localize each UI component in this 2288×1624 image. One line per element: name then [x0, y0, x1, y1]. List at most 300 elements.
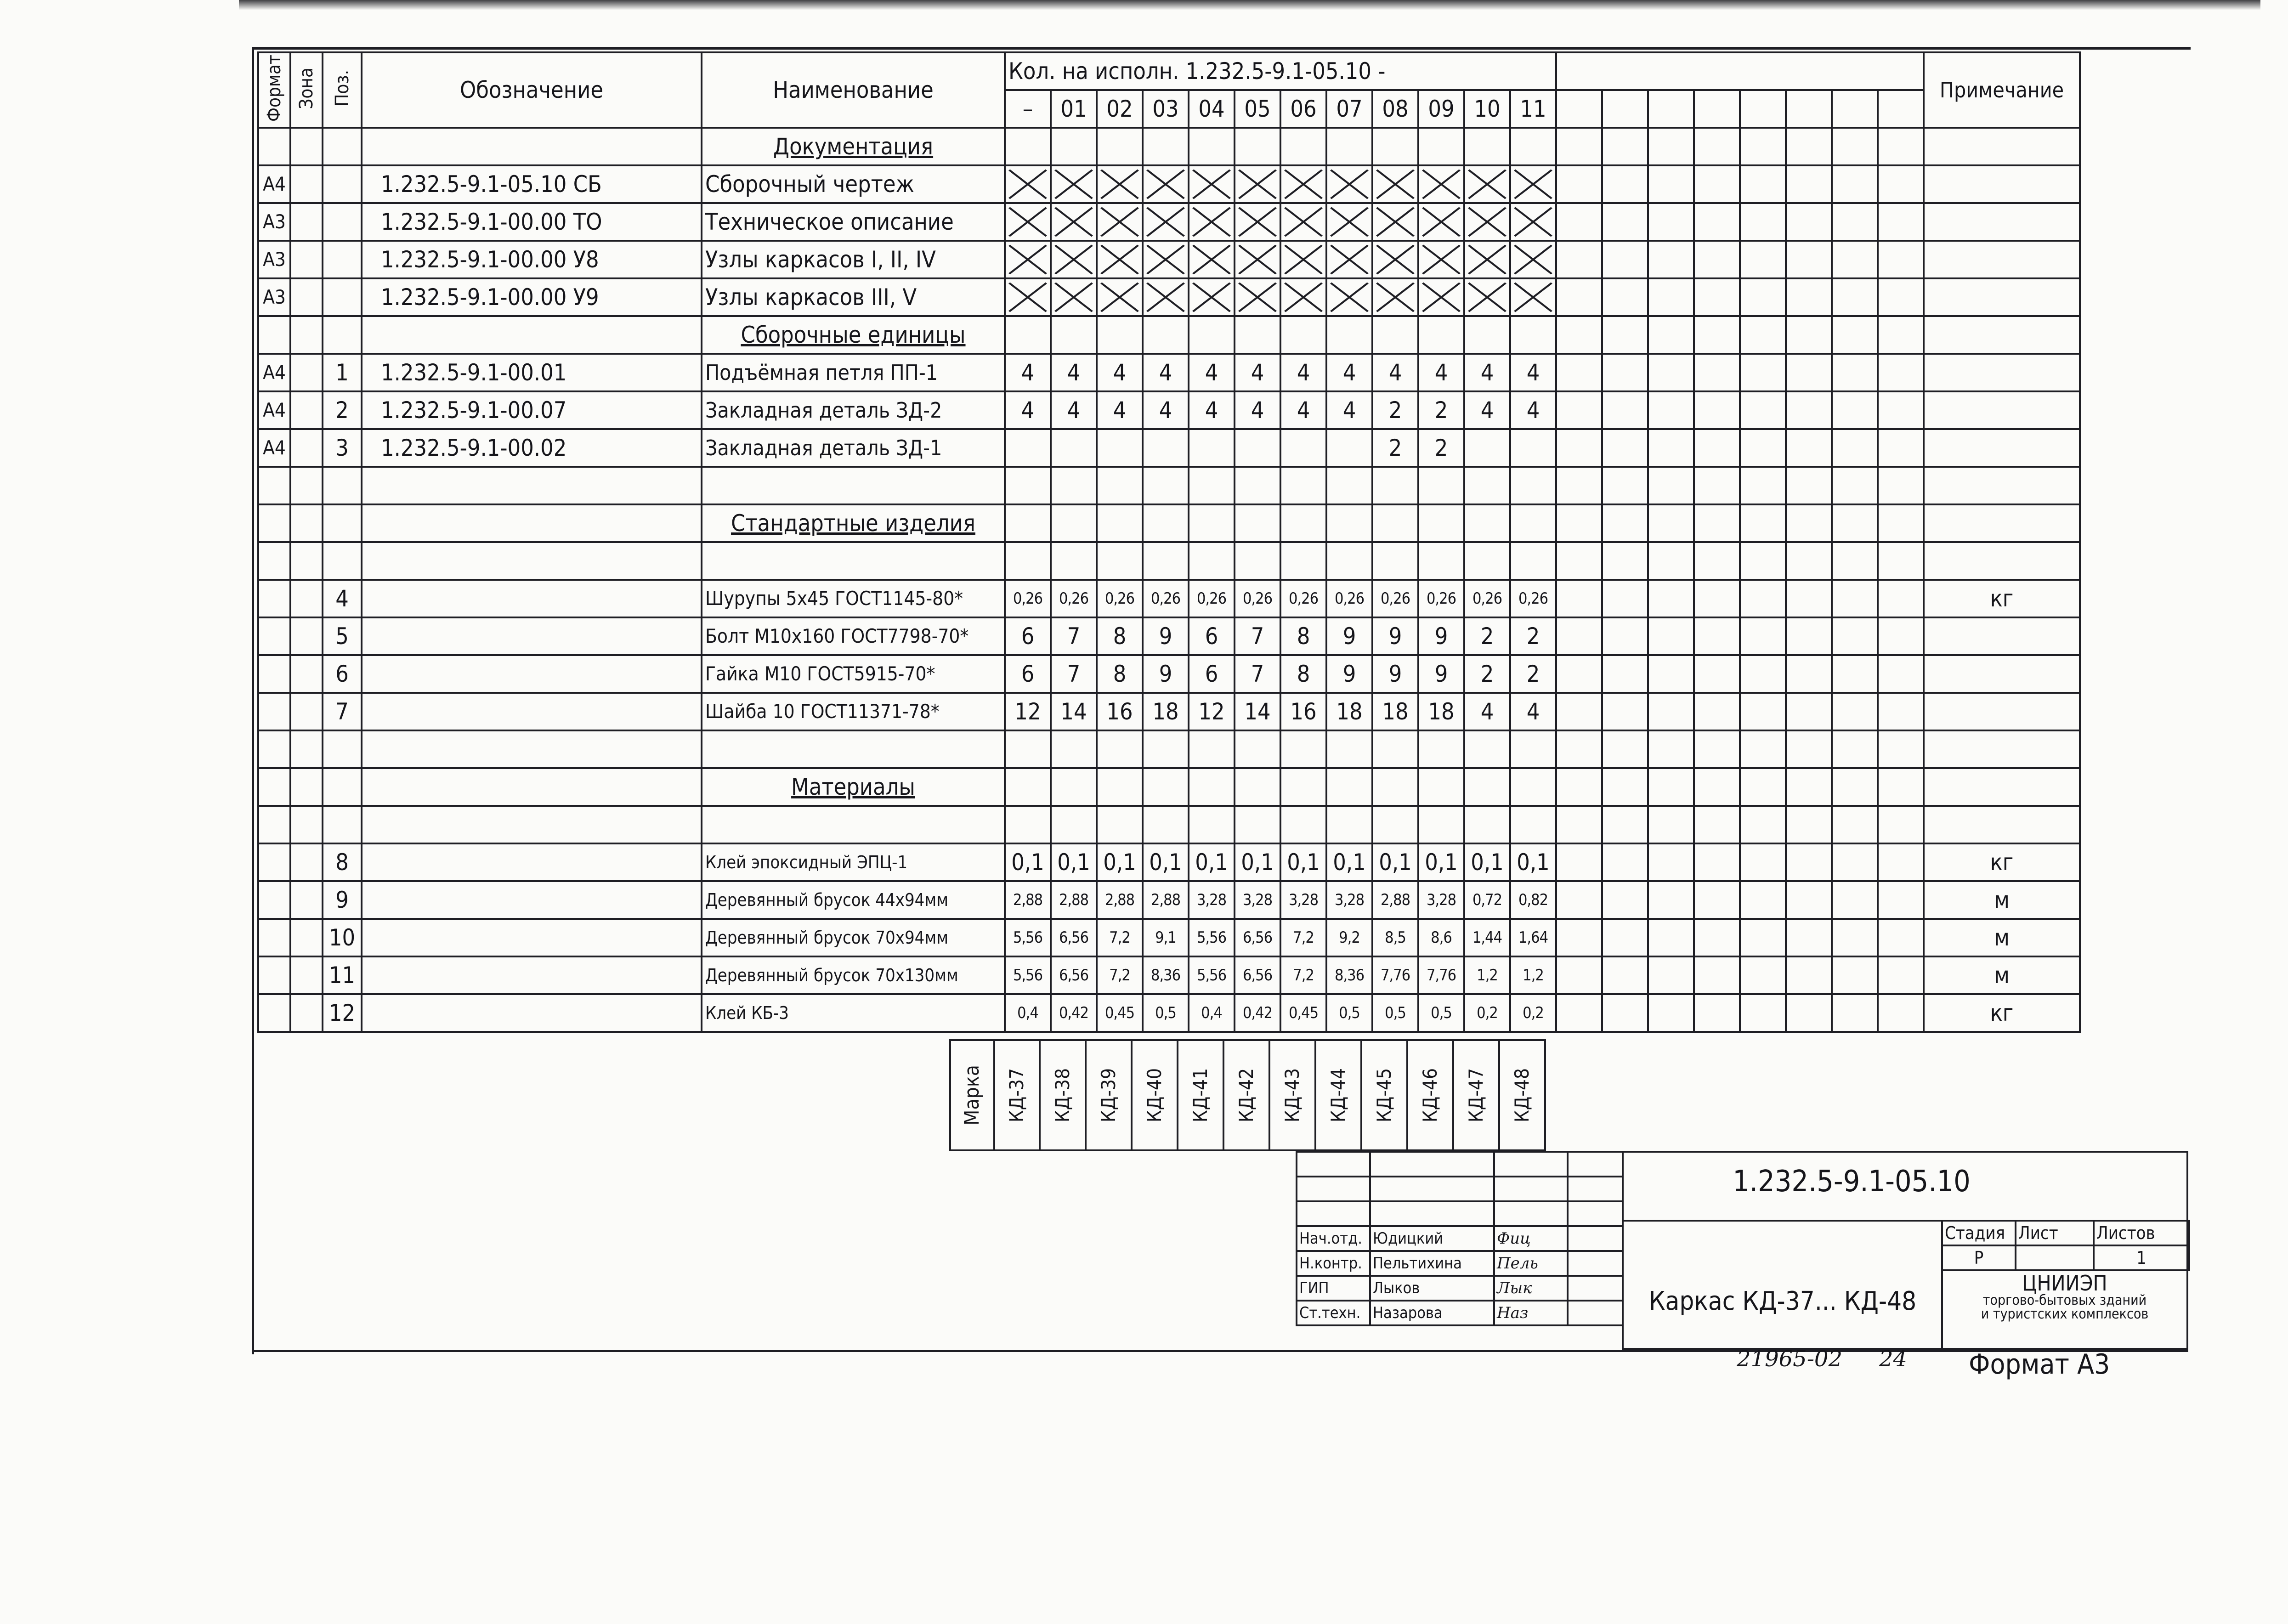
qty-cell: 4 [1235, 354, 1280, 391]
blank-cell [1005, 542, 1051, 580]
blank-cell [1832, 316, 1878, 354]
qty-cell: 7,2 [1097, 956, 1143, 994]
blank-cell [1326, 768, 1372, 806]
blank-cell [1786, 241, 1832, 278]
blank-cell [1832, 542, 1878, 580]
blank-cell [1786, 90, 1832, 128]
blank-cell [1143, 316, 1189, 354]
not-applicable-cell [1097, 278, 1143, 316]
name-cell: Деревянный брусок 44х94мм [702, 881, 1005, 919]
qty-cell: 4 [1510, 391, 1556, 429]
blank-cell [258, 655, 290, 693]
blank-cell [1786, 278, 1832, 316]
not-applicable-cell [1510, 241, 1556, 278]
blank-cell [1694, 994, 1740, 1032]
cross-mark [1327, 280, 1371, 314]
qty-cell: 5,56 [1005, 919, 1051, 956]
blank-cell [1832, 90, 1878, 128]
designation-cell [362, 919, 702, 956]
blank-cell [1924, 730, 2080, 768]
blank-cell [290, 128, 323, 165]
blank-cell [1189, 542, 1235, 580]
not-applicable-cell [1189, 165, 1235, 203]
blank-cell [290, 580, 323, 617]
qty-cell: 5,56 [1189, 919, 1235, 956]
blank-cell [1372, 806, 1418, 843]
qty-cell: 3,28 [1418, 881, 1464, 919]
cross-mark [1144, 280, 1188, 314]
blank-cell [1556, 391, 1602, 429]
marks-label-box [949, 1039, 995, 1151]
blank-cell [290, 806, 323, 843]
blank-cell [290, 730, 323, 768]
blank-cell [1786, 128, 1832, 165]
qty-cell: 7 [1051, 617, 1097, 655]
date-cell [1568, 1276, 1623, 1301]
blank-cell [1648, 354, 1694, 391]
blank-cell [1005, 768, 1051, 806]
qty-cell: 8 [1280, 655, 1326, 693]
blank-cell [1189, 467, 1235, 504]
not-applicable-cell [1464, 241, 1510, 278]
qty-cell: 3,28 [1189, 881, 1235, 919]
qty-cell: 4 [1372, 354, 1418, 391]
cross-mark [1189, 280, 1234, 314]
name-cell: Шурупы 5х45 ГОСТ1145-80* [702, 580, 1005, 617]
person-name-cell: Юдицкий [1370, 1226, 1494, 1251]
blank-cell [1326, 467, 1372, 504]
blank-cell [323, 316, 362, 354]
blank-cell [1143, 768, 1189, 806]
pos-cell: 6 [323, 655, 362, 693]
blank-cell [1832, 504, 1878, 542]
blank-cell [1740, 617, 1786, 655]
blank-cell [258, 542, 290, 580]
blank-cell [323, 504, 362, 542]
qty-cell: 6,56 [1235, 919, 1280, 956]
blank-cell [1189, 768, 1235, 806]
designation-cell [362, 956, 702, 994]
pos-cell: 9 [323, 881, 362, 919]
blank-cell [1694, 165, 1740, 203]
not-applicable-cell [1510, 278, 1556, 316]
blank-cell [1372, 542, 1418, 580]
qty-cell: 0,42 [1051, 994, 1097, 1032]
blank-cell [1648, 165, 1694, 203]
qty-cell: 7,76 [1372, 956, 1418, 994]
cross-mark [1465, 167, 1509, 201]
pos-cell [323, 203, 362, 241]
blank-cell [1235, 467, 1280, 504]
document-row [258, 165, 2080, 203]
not-applicable-cell [1189, 278, 1235, 316]
blank-cell [1878, 956, 1924, 994]
blank-cell [1694, 278, 1740, 316]
qty-cell: 5,56 [1189, 956, 1235, 994]
pos-cell [323, 241, 362, 278]
not-applicable-cell [1005, 203, 1051, 241]
blank-cell [1878, 580, 1924, 617]
role-cell: Н.контр. [1297, 1251, 1370, 1276]
qty-cell: 4 [1280, 354, 1326, 391]
qty-cell: 4 [1189, 354, 1235, 391]
blank-cell [1602, 843, 1648, 881]
mark-label: КД-48 [1511, 1068, 1533, 1123]
not-applicable-cell [1280, 203, 1326, 241]
blank-cell [323, 730, 362, 768]
blank-cell [362, 768, 702, 806]
mark-cell [1408, 1039, 1454, 1151]
blank-cell [290, 504, 323, 542]
qty-cell: 12 [1005, 693, 1051, 730]
blank-cell [1326, 504, 1372, 542]
not-applicable-cell [1143, 165, 1189, 203]
signature-row [1297, 1276, 1623, 1301]
blank-cell [1694, 956, 1740, 994]
not-applicable-cell [1510, 203, 1556, 241]
name-cell: Гайка М10 ГОСТ5915-70* [702, 655, 1005, 693]
not-applicable-cell [1372, 203, 1418, 241]
pos-cell: 7 [323, 693, 362, 730]
blank-cell [1418, 806, 1464, 843]
qty-cell: 2,88 [1097, 881, 1143, 919]
blank-cell [1740, 467, 1786, 504]
cross-mark [1511, 167, 1555, 201]
designation-cell: 1.232.5-9.1-00.07 [362, 391, 702, 429]
mark-cell [1316, 1039, 1362, 1151]
not-applicable-cell [1235, 203, 1280, 241]
qty-cell [1005, 429, 1051, 467]
blank-cell [1189, 504, 1235, 542]
qty-cell: 4 [1005, 354, 1051, 391]
blank-cell [1924, 768, 2080, 806]
qty-cell: 0,1 [1326, 843, 1372, 881]
blank-cell [1051, 504, 1097, 542]
blank-cell [1097, 316, 1143, 354]
blank-cell [258, 467, 290, 504]
blank-cell [1097, 542, 1143, 580]
qty-cell: 0,82 [1510, 881, 1556, 919]
qty-cell: 9 [1326, 617, 1372, 655]
blank-cell [1005, 504, 1051, 542]
col-pos-header: Поз. [323, 52, 362, 128]
signature-cell: Наз [1494, 1301, 1568, 1325]
blank-cell [323, 806, 362, 843]
not-applicable-cell [1235, 165, 1280, 203]
blank-cell [362, 467, 702, 504]
blank-cell [1280, 806, 1326, 843]
blank-cell [1878, 919, 1924, 956]
blank-cell [1326, 316, 1372, 354]
blank-cell [1878, 128, 1924, 165]
blank-cell [1694, 203, 1740, 241]
pos-cell: 3 [323, 429, 362, 467]
qty-cell: 4 [1097, 391, 1143, 429]
blank-cell [1740, 956, 1786, 994]
blank-cell [290, 542, 323, 580]
empty-row [258, 730, 2080, 768]
name-cell: Подъёмная петля ПП-1 [702, 354, 1005, 391]
blank-cell [1878, 843, 1924, 881]
blank-cell [1556, 655, 1602, 693]
blank-cell [1648, 504, 1694, 542]
blank-cell [1602, 203, 1648, 241]
blank-cell [258, 881, 290, 919]
qty-cell: 9 [1326, 655, 1372, 693]
section-title: Документация [702, 128, 1005, 165]
note-cell: м [1924, 919, 2080, 956]
qty-cell: 4 [1097, 354, 1143, 391]
variant-header: 07 [1326, 90, 1372, 128]
col-designation-header: Обозначение [362, 52, 702, 128]
cross-mark [1144, 205, 1188, 239]
mark-label: КД-37 [1005, 1068, 1028, 1123]
blank-cell [1556, 504, 1602, 542]
blank-cell [1602, 542, 1648, 580]
qty-cell: 9 [1372, 655, 1418, 693]
sheet-value [2016, 1245, 2094, 1270]
qty-cell: 0,45 [1280, 994, 1326, 1032]
qty-cell: 4 [1280, 391, 1326, 429]
blank-cell [1556, 542, 1602, 580]
blank-cell [1280, 467, 1326, 504]
blank-cell [258, 994, 290, 1032]
blank-cell [1097, 730, 1143, 768]
signature-cell: Пель [1494, 1251, 1568, 1276]
blank-cell [1464, 316, 1510, 354]
qty-cell: 2,88 [1005, 881, 1051, 919]
blank-cell [1878, 429, 1924, 467]
qty-cell: 0,5 [1418, 994, 1464, 1032]
qty-cell: 0,26 [1464, 580, 1510, 617]
mark-label: КД-40 [1143, 1068, 1166, 1123]
blank-cell [1510, 542, 1556, 580]
mark-label: КД-41 [1189, 1068, 1212, 1123]
blank-cell [1005, 128, 1051, 165]
blank-cell [1832, 806, 1878, 843]
org-line-1: ЦНИИЭП [2022, 1271, 2107, 1296]
cross-mark [1098, 243, 1142, 277]
qty-cell: 8 [1280, 617, 1326, 655]
spec-body [258, 52, 2080, 1032]
qty-cell: 0,4 [1189, 994, 1235, 1032]
zone-cell [290, 203, 323, 241]
blank-cell [1878, 730, 1924, 768]
blank-cell [1556, 467, 1602, 504]
blank-cell [362, 730, 702, 768]
blank-cell [1602, 354, 1648, 391]
qty-cell: 3,28 [1280, 881, 1326, 919]
mark-label: КД-45 [1373, 1068, 1395, 1123]
col-zone-header: Зона [290, 52, 323, 128]
qty-cell: 5,56 [1005, 956, 1051, 994]
format-cell: А4 [258, 165, 290, 203]
cross-mark [1419, 280, 1463, 314]
blank-cell [1832, 467, 1878, 504]
qty-cell: 2 [1510, 617, 1556, 655]
designation-cell: 1.232.5-9.1-00.02 [362, 429, 702, 467]
section-row [258, 768, 2080, 806]
blank-cell [290, 994, 323, 1032]
marks-label: Марка [960, 1065, 984, 1126]
qty-cell: 2 [1372, 429, 1418, 467]
not-applicable-cell [1051, 278, 1097, 316]
blank-cell [1648, 316, 1694, 354]
material-row [258, 881, 2080, 919]
signature-row [1297, 1301, 1623, 1325]
not-applicable-cell [1326, 241, 1372, 278]
qty-cell: 8,6 [1418, 919, 1464, 956]
blank-cell [290, 768, 323, 806]
qty-cell: 7,2 [1280, 919, 1326, 956]
blank-cell [1924, 504, 2080, 542]
name-cell: Узлы каркасов I, II, IV [702, 241, 1005, 278]
cross-mark [1189, 243, 1234, 277]
cross-mark [1511, 205, 1555, 239]
cross-mark [1419, 205, 1463, 239]
blank-cell [1786, 203, 1832, 241]
blank-cell [1602, 90, 1648, 128]
mark-cell [1087, 1039, 1133, 1151]
cross-mark [1235, 280, 1280, 314]
name-cell: Болт М10х160 ГОСТ7798-70* [702, 617, 1005, 655]
blank-cell [1602, 956, 1648, 994]
zone-cell [290, 391, 323, 429]
blank-cell [1602, 316, 1648, 354]
blank-cell [1097, 504, 1143, 542]
role-cell: Ст.техн. [1297, 1301, 1370, 1325]
qty-cell: 0,26 [1418, 580, 1464, 617]
header-row [258, 52, 2080, 90]
blank-cell [1280, 768, 1326, 806]
name-cell: Клей КБ-3 [702, 994, 1005, 1032]
name-cell: Узлы каркасов III, V [702, 278, 1005, 316]
blank-cell [1556, 730, 1602, 768]
empty-row [258, 806, 2080, 843]
qty-title: Кол. на исполн. 1.232.5-9.1-05.10 - [1005, 52, 1556, 90]
mark-cell [995, 1039, 1041, 1151]
blank-cell [1878, 768, 1924, 806]
blank-cell [290, 316, 323, 354]
blank-cell [1786, 655, 1832, 693]
qty-cell: 6 [1005, 655, 1051, 693]
qty-cell: 4 [1326, 354, 1372, 391]
mark-cell [1362, 1039, 1408, 1151]
not-applicable-cell [1510, 165, 1556, 203]
blank-cell [1418, 316, 1464, 354]
designation-cell: 1.232.5-9.1-00.01 [362, 354, 702, 391]
blank-cell [1326, 806, 1372, 843]
note-cell [1924, 655, 2080, 693]
qty-cell: 0,1 [1143, 843, 1189, 881]
blank-cell [1740, 203, 1786, 241]
blank-cell [1786, 994, 1832, 1032]
qty-cell: 4 [1189, 391, 1235, 429]
blank-cell [1143, 467, 1189, 504]
blank-cell [1372, 467, 1418, 504]
qty-cell: 1,2 [1510, 956, 1556, 994]
blank-cell [1602, 165, 1648, 203]
blank-cell [1556, 203, 1602, 241]
qty-cell: 0,1 [1051, 843, 1097, 881]
qty-cell: 4 [1051, 354, 1097, 391]
qty-cell: 4 [1005, 391, 1051, 429]
blank-cell [258, 806, 290, 843]
sheets-value: 1 [2094, 1245, 2189, 1270]
signature-row [1297, 1226, 1623, 1251]
cross-mark [1006, 167, 1050, 201]
blank-cell [1878, 354, 1924, 391]
name-cell: Закладная деталь ЗД-2 [702, 391, 1005, 429]
qty-cell: 0,72 [1464, 881, 1510, 919]
blank-cell [1235, 504, 1280, 542]
not-applicable-cell [1464, 203, 1510, 241]
cross-mark [1327, 167, 1371, 201]
blank-cell [1372, 730, 1418, 768]
blank-cell [258, 128, 290, 165]
blank-cell [1556, 843, 1602, 881]
qty-cell [1051, 429, 1097, 467]
blank-cell [1786, 730, 1832, 768]
note-cell: м [1924, 956, 2080, 994]
standard-item-row [258, 617, 2080, 655]
not-applicable-cell [1051, 203, 1097, 241]
qty-cell: 7,76 [1418, 956, 1464, 994]
cross-mark [1419, 167, 1463, 201]
qty-cell: 9 [1418, 617, 1464, 655]
blank-cell [1280, 504, 1326, 542]
blank-cell [1832, 919, 1878, 956]
qty-cell: 14 [1051, 693, 1097, 730]
variant-header: 09 [1418, 90, 1464, 128]
blank-cell [1556, 881, 1602, 919]
designation-cell [362, 994, 702, 1032]
blank-cell [1005, 316, 1051, 354]
blank-cell [1786, 391, 1832, 429]
blank-cell [1372, 316, 1418, 354]
blank-cell [1235, 806, 1280, 843]
not-applicable-cell [1005, 165, 1051, 203]
blank-cell [1924, 165, 2080, 203]
qty-cell: 2 [1464, 655, 1510, 693]
blank-cell [290, 693, 323, 730]
mark-label: КД-39 [1097, 1068, 1120, 1123]
material-row [258, 994, 2080, 1032]
blank-cell [1648, 693, 1694, 730]
assembly-row [258, 429, 2080, 467]
cross-mark [1052, 243, 1096, 277]
blank-cell [1510, 730, 1556, 768]
variant-header: 04 [1189, 90, 1235, 128]
blank-cell [1648, 241, 1694, 278]
qty-cell: 14 [1235, 693, 1280, 730]
section-row [258, 504, 2080, 542]
blank-cell [1786, 768, 1832, 806]
blank-cell [1051, 467, 1097, 504]
blank-cell [258, 316, 290, 354]
qty-cell: 0,4 [1005, 994, 1051, 1032]
blank-cell [1648, 768, 1694, 806]
pos-cell: 12 [323, 994, 362, 1032]
blank-cell [1832, 429, 1878, 467]
blank-cell [1602, 994, 1648, 1032]
blank-cell [1602, 467, 1648, 504]
blank-cell [1556, 956, 1602, 994]
not-applicable-cell [1005, 241, 1051, 278]
blank-cell [1556, 994, 1602, 1032]
blank-cell [1372, 504, 1418, 542]
blank-cell [1740, 90, 1786, 128]
